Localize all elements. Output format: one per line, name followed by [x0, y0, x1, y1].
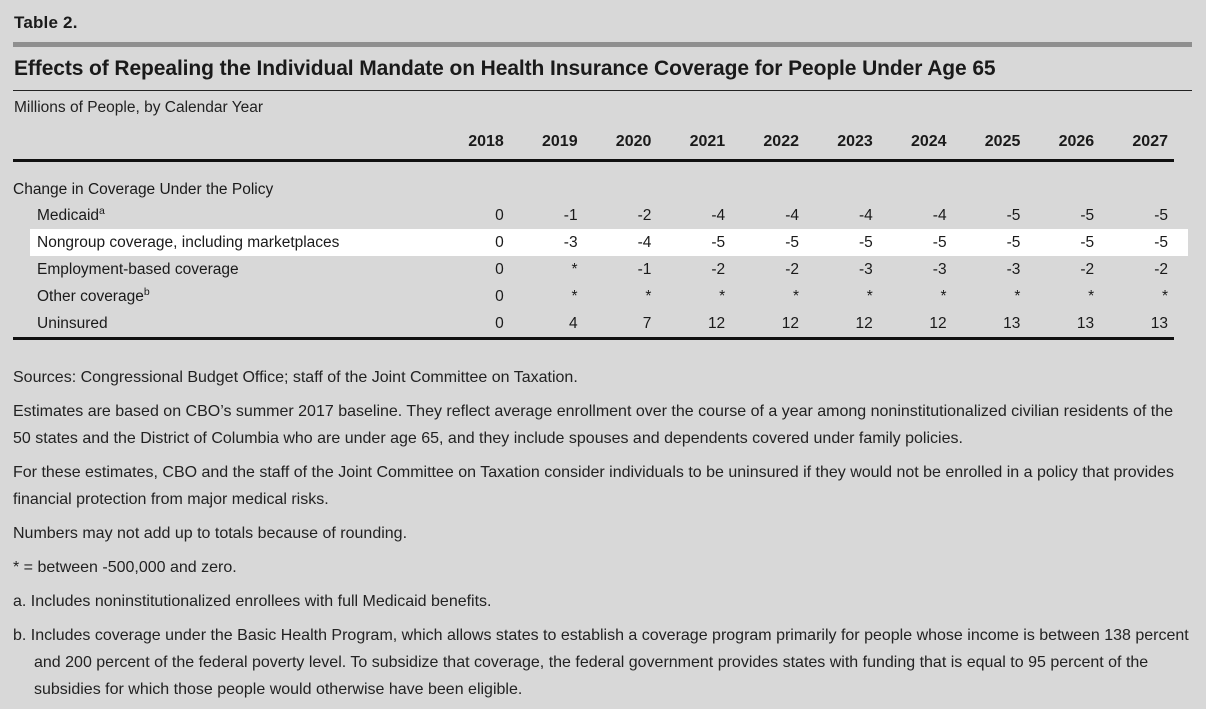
table-row-nongroup-highlighted [13, 229, 1174, 256]
cell-value: 12 [657, 310, 731, 339]
cell-value: * [940, 287, 947, 305]
cell-value: * [571, 287, 578, 305]
cell-value: * [792, 287, 799, 305]
cell-value: -4 [932, 206, 947, 224]
cell-value: -5 [1006, 206, 1021, 224]
title-rule [13, 90, 1192, 91]
cell-value: -3 [858, 260, 873, 278]
cell-value: 0 [436, 229, 510, 256]
table-row-medicaid [13, 202, 1174, 229]
cell-value: -4 [584, 229, 658, 256]
cell-value: 13 [953, 310, 1027, 339]
title-gray-bar [13, 42, 1192, 47]
sources-note: Sources: Congressional Budget Office; staff of the Joint Committee on Taxation. [13, 369, 578, 386]
column-header-year: 2018 [436, 133, 510, 161]
table-row-employment [13, 256, 1174, 283]
footnote-marker-b: b [143, 285, 150, 298]
cell-value: -5 [1080, 206, 1095, 224]
column-header-year: 2023 [805, 133, 879, 161]
footnote-b: b. Includes coverage under the Basic Health Program, which allows states to establish a coverage program primarily for people whose income is between 138 percent and 200 percent of the federal poverty level. To subsidize that coverage, the federal government provides states with funding that is equal to 95 percent of the subsidies for which those people would otherwise have been eligible. [13, 627, 1189, 698]
footnote-a: a. Includes noninstitutionalized enrollees with full Medicaid benefits. [13, 593, 492, 610]
estimates-note: Estimates are based on CBO’s summer 2017 baseline. They reflect average enrollment over the course of a year among noninstitutionalized civilian residents of the 50 states and the District of Columbia who are under age 65, and they include spouses and dependents covered under family policies. [13, 403, 1174, 447]
cell-value: -5 [953, 229, 1027, 256]
asterisk-legend: * = between -500,000 and zero. [13, 559, 237, 576]
cell-value: 12 [805, 310, 879, 339]
cell-value: -2 [1154, 260, 1168, 278]
cell-value: 4 [510, 310, 584, 339]
column-header-year: 2027 [1100, 133, 1174, 161]
cell-value: * [571, 260, 578, 278]
table-units-subtitle: Millions of People, by Calendar Year [14, 99, 264, 116]
column-header-year: 2025 [953, 133, 1027, 161]
page-title: Effects of Repealing the Individual Mandate on Health Insurance Coverage for People Under Age 65 [14, 57, 996, 80]
cell-value: -5 [805, 229, 879, 256]
cell-value: * [719, 287, 726, 305]
section-header-row [13, 161, 1174, 203]
cell-value: -2 [637, 206, 652, 224]
uninsured-definition-note: For these estimates, CBO and the staff of the Joint Committee on Taxation consider individuals to be uninsured if they would not be enrolled in a policy that provides financial protection from major medical risks. [13, 464, 1174, 508]
table-number-label: Table 2. [14, 13, 78, 32]
column-header-year: 2024 [879, 133, 953, 161]
cell-value: -5 [657, 229, 731, 256]
cell-value: -3 [1006, 260, 1021, 278]
cell-value: 12 [731, 310, 805, 339]
cell-value: 7 [584, 310, 658, 339]
coverage-table [13, 133, 1174, 340]
column-header-year: 2022 [731, 133, 805, 161]
cell-value: * [866, 287, 873, 305]
column-header-year: 2019 [510, 133, 584, 161]
cell-value: -5 [1154, 206, 1168, 224]
cell-value: 0 [495, 287, 504, 305]
row-label: Medicaid$^a$ [37, 204, 105, 224]
cell-value: -2 [785, 260, 799, 278]
cell-value: -3 [510, 229, 584, 256]
cell-value: 12 [879, 310, 953, 339]
cell-value: -3 [932, 260, 947, 278]
table-row-other-coverage [13, 283, 1174, 310]
cell-value: -4 [785, 206, 799, 224]
table-notes [13, 364, 1192, 703]
cell-value: -4 [711, 206, 726, 224]
cell-value: 0 [436, 310, 510, 339]
column-header-year: 2026 [1026, 133, 1100, 161]
label-column-header [13, 133, 436, 161]
column-header-year: 2021 [657, 133, 731, 161]
row-label: Employment-based coverage [37, 260, 239, 278]
cell-value: -5 [879, 229, 953, 256]
row-label: Other coverage$^b$ [37, 285, 150, 305]
cell-value: * [1161, 287, 1168, 305]
cell-value: * [1014, 287, 1021, 305]
year-header-row [13, 133, 1174, 161]
row-label: Nongroup coverage, including marketplaces [13, 229, 436, 256]
cell-value: * [1088, 287, 1095, 305]
table-row-uninsured [13, 310, 1174, 339]
section-header: Change in Coverage Under the Policy [13, 181, 274, 198]
rounding-note: Numbers may not add up to totals because of rounding. [13, 525, 408, 542]
cell-value: -1 [637, 260, 652, 278]
cell-value: 0 [495, 206, 504, 224]
cell-value: * [645, 287, 652, 305]
footnote-marker-a: a [99, 204, 105, 217]
cell-value: -2 [1080, 260, 1095, 278]
cell-value: -5 [1026, 229, 1100, 256]
cell-value: 0 [495, 260, 504, 278]
cell-value: -5 [1100, 229, 1174, 256]
cell-value: -1 [563, 206, 578, 224]
cell-value: -5 [731, 229, 805, 256]
cell-value: -4 [858, 206, 873, 224]
column-header-year: 2020 [584, 133, 658, 161]
cell-value: 13 [1100, 310, 1174, 339]
cell-value: -2 [711, 260, 726, 278]
cell-value: 13 [1026, 310, 1100, 339]
row-label: Uninsured [13, 310, 436, 339]
